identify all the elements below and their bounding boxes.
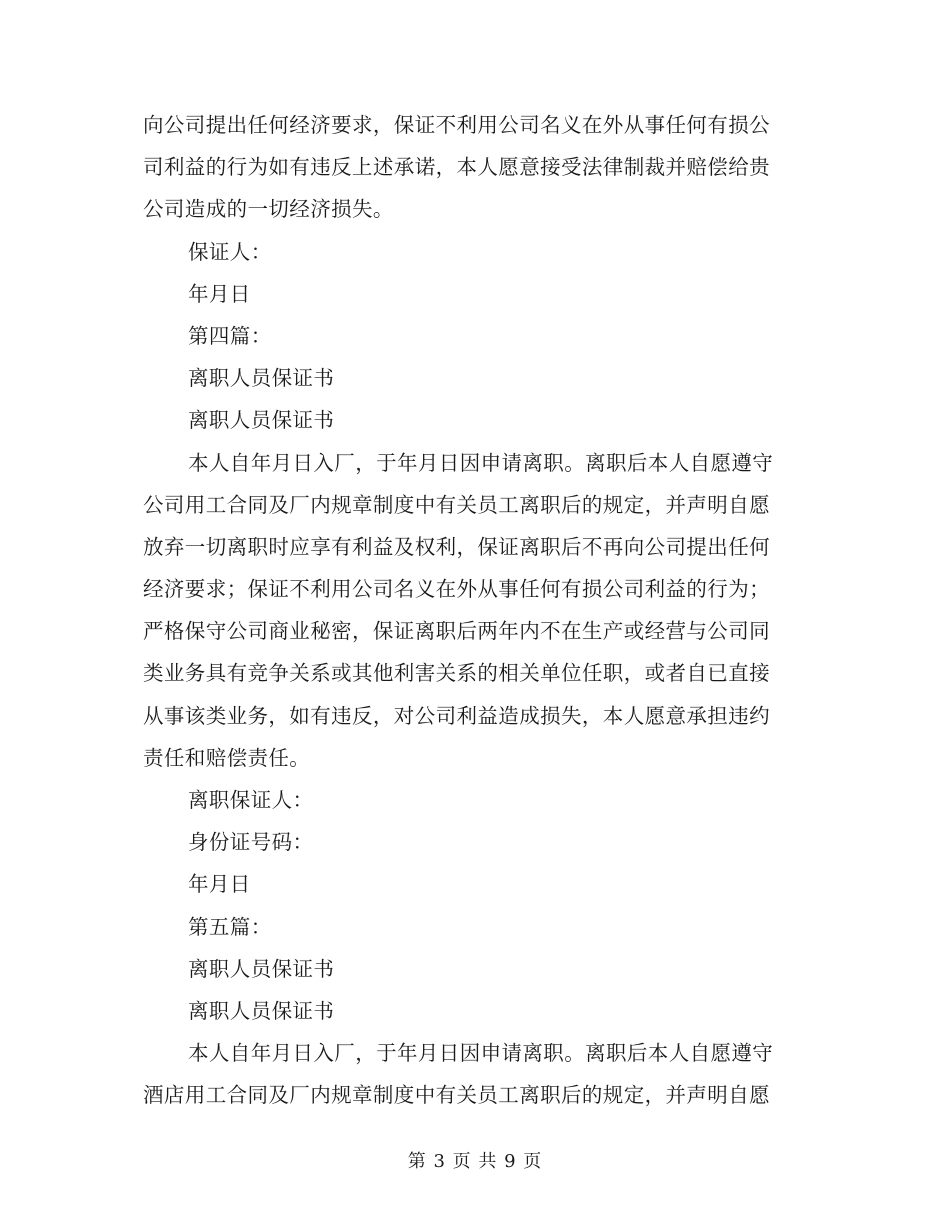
text-line: 酒店用工合同及厂内规章制度中有关员工离职后的规定，并声明自愿 <box>143 1083 770 1108</box>
text-line: 责任和赔偿责任。 <box>143 745 311 770</box>
text-line: 本人自年月日入厂，于年月日因申请离职。离职后本人自愿遵守 <box>188 450 774 475</box>
text-line: 离职人员保证书 <box>188 408 335 433</box>
text-line: 公司造成的一切经济损失。 <box>143 197 394 222</box>
text-line: 保证人： <box>188 239 272 264</box>
text-line: 第五篇： <box>188 914 272 939</box>
text-line: 向公司提出任何经济要求，保证不利用公司名义在外从事任何有损公 <box>143 113 770 137</box>
text-line: 身份证号码： <box>188 830 314 855</box>
text-line: 年月日 <box>188 281 251 306</box>
text-line: 司利益的行为如有违反上述承诺，本人愿意接受法律制裁并赔偿给贵 <box>143 155 770 180</box>
text-line: 离职保证人： <box>188 788 314 812</box>
text-line: 放弃一切离职时应享有利益及权利，保证离职后不再向公司提出任何 <box>143 534 770 559</box>
text-line: 离职人员保证书 <box>188 956 335 981</box>
text-line: 离职人员保证书 <box>188 998 335 1023</box>
page-footer: 第 3 页 共 9 页 <box>407 1151 543 1172</box>
document-body <box>143 104 795 1117</box>
text-line: 本人自年月日入厂，于年月日因申请离职。离职后本人自愿遵守 <box>188 1041 774 1066</box>
text-line: 类业务具有竞争关系或其他利害关系的相关单位任职，或者自已直接 <box>143 661 770 686</box>
text-line: 经济要求；保证不利用公司名义在外从事任何有损公司利益的行为； <box>143 577 770 602</box>
text-line: 公司用工合同及厂内规章制度中有关员工离职后的规定，并声明自愿 <box>143 492 770 517</box>
text-line: 从事该类业务，如有违反，对公司利益造成损失，本人愿意承担违约 <box>143 703 770 728</box>
text-line: 离职人员保证书 <box>188 366 335 391</box>
text-line: 严格保守公司商业秘密，保证离职后两年内不在生产或经营与公司同 <box>143 619 770 644</box>
text-line: 第四篇： <box>188 323 272 348</box>
text-line: 年月日 <box>188 872 251 897</box>
